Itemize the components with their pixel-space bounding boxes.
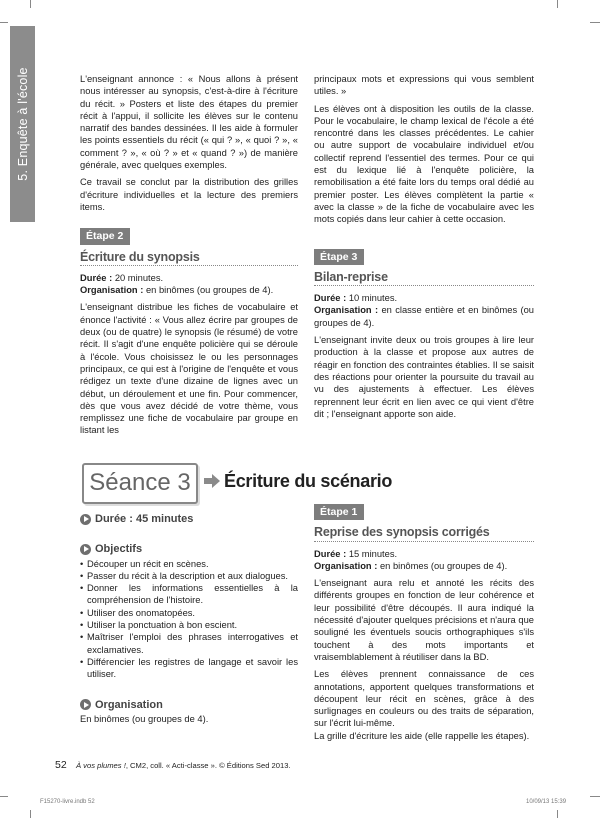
organisation-value: En binômes (ou groupes de 4). xyxy=(80,713,209,724)
seance-right-column xyxy=(314,504,534,747)
seance-left-column xyxy=(80,513,298,725)
list-item: • Utiliser la ponctuation à bon escient. xyxy=(80,619,298,631)
play-bullet-icon xyxy=(80,514,91,525)
organisation-value: en binômes (ou groupes de 4). xyxy=(145,285,274,296)
duree-value: 20 minutes. xyxy=(114,272,164,283)
etape-3-title: Bilan-reprise xyxy=(314,267,534,286)
book-title: À vos plumes ! xyxy=(76,761,126,770)
list-item: • Découper un récit en scènes. xyxy=(80,558,298,570)
paragraph: L'enseignant aura relu et annoté les récits des différents groupes en fonction de leur cohérence et leur possibilité d'être découpés. Il aura indiqué la nécessité d'ajouter quelques précisions et n'aura que souligné les éventuels soucis orthographiques s'ils touchent à des mots importants et vraisemblablement à réutiliser dans la BD. xyxy=(314,578,534,662)
seance-title: Écriture du scénario xyxy=(224,471,393,491)
organisation-label: Organisation : xyxy=(314,560,378,571)
crop-mark xyxy=(30,0,31,8)
seance-duree: Durée : 45 minutes xyxy=(95,513,194,525)
crop-mark xyxy=(30,810,31,818)
paragraph: L'enseignant distribue les fiches de vocabulaire et énonce l'activité : « Vous allez écrire par groupes de deux (ou de quatre) le synopsis (le résumé) de votre récit. Il s'agit d'une enquête policière qui se déroule à l'école. Vous choisissez le ou les personnages principaux, ce qui est à l'origine de l'enquête et vous rédigez un texte d'une dizaine de lignes avec un début, un déroulement et une fin. Pour commencer, dès que vous avez décidé de votre thème, vous remplissez une fiche de vocabulaire par groupe en listant les xyxy=(80,302,298,436)
organisation-label: Organisation : xyxy=(80,285,144,296)
etape-1-organisation xyxy=(314,560,534,572)
play-bullet-icon xyxy=(80,544,91,555)
duree-label: Durée : xyxy=(314,548,347,559)
objectifs-list xyxy=(80,558,298,681)
crop-mark xyxy=(590,796,600,797)
duree-label: Durée : xyxy=(314,293,347,304)
organisation-value: en classe entière et en binômes (ou groupes de 4). xyxy=(314,305,534,328)
crop-mark xyxy=(0,22,8,23)
etape-2-duree xyxy=(80,272,298,284)
page-number: 52 xyxy=(55,759,67,771)
list-item: • Différencier les registres de langage et savoir les utiliser. xyxy=(80,656,298,681)
etape-3-duree xyxy=(314,292,534,304)
crop-mark xyxy=(557,810,558,818)
crop-mark xyxy=(557,0,558,8)
seance-box xyxy=(82,463,198,504)
print-slug-date: 10/09/13 15:39 xyxy=(526,799,567,805)
paragraph: La grille d'écriture les aide (elle rappelle les étapes). xyxy=(314,730,530,741)
left-column-top xyxy=(80,73,298,442)
paragraph: L'enseignant annonce : « Nous allons à présent nous intéresser au synopsis, c'est-à-dire à l'écriture du récit. » Posters et liste des étapes du premier récit à l'appui, il sollicite les élèves sur le contenu narratif des bandes dessinées. Il les aide à formuler les points essentiels du récit (« qui ? », « quoi ? », « comment ? », « où ? » et « quand ? ») de manière générale, avec quelques exemples. xyxy=(80,74,298,171)
organisation-label: Organisation xyxy=(95,698,163,711)
crop-mark xyxy=(0,796,8,797)
list-item: • Utiliser des onomatopées. xyxy=(80,607,298,619)
footer-source xyxy=(76,761,291,770)
seance-label: Séance 3 xyxy=(89,469,191,496)
etape-2-organisation xyxy=(80,284,298,296)
objectifs-label: Objectifs xyxy=(95,543,143,556)
play-bullet-icon xyxy=(80,699,91,710)
arrow-right-icon xyxy=(203,473,221,489)
paragraph: Ce travail se conclut par la distribution des grilles d'écriture individuelles et la lecture des premiers items. xyxy=(80,177,298,212)
crop-mark xyxy=(590,22,600,23)
etape-3-badge: Étape 3 xyxy=(314,249,364,265)
paragraph: Les élèves ont à disposition les outils de la classe. Pour le vocabulaire, le champ lexical de l'école a été rencontré dans les classes précédentes. Le cahier ou autre support de vocabulaire individuel et/ou collectif reprend l'essentiel des termes. Pour ce qui est du lexique lié à l'enquête policière, la remobilisation a été faite lors du temps oral dédié au premier poster. Les élèves complètent la partie « avec la classe » de la fiche de vocabulaire avec les mots copiés dans leur cahier à cette occasion. xyxy=(314,103,534,225)
list-item: • Donner les informations essentielles à la compréhension de l'histoire. xyxy=(80,582,298,607)
duree-value: 10 minutes. xyxy=(348,293,398,304)
right-column-top xyxy=(314,73,534,425)
chapter-side-tab xyxy=(10,26,35,222)
paragraph: Les élèves prennent connaissance de ces annotations, apportent quelques transformations et découpent leur récit en scènes, grâce à des surlignages en couleurs ou des traits de séparation, sur l'écrit lui-même. xyxy=(314,669,534,729)
print-slug-file: F15270-livre.indb 52 xyxy=(40,799,95,805)
duree-heading xyxy=(80,513,298,525)
list-item: • Maîtriser l'emploi des phrases interrogatives et exclamatives. xyxy=(80,631,298,656)
etape-1-duree xyxy=(314,548,534,560)
list-item: • Passer du récit à la description et aux dialogues. xyxy=(80,570,298,582)
etape-2-title: Écriture du synopsis xyxy=(80,247,298,266)
duree-label: Durée : xyxy=(80,272,113,283)
objectifs-heading xyxy=(80,543,298,555)
organisation-value: en binômes (ou groupes de 4). xyxy=(379,560,508,571)
etape-2-badge: Étape 2 xyxy=(80,228,130,244)
etape-1-title: Reprise des synopsis corrigés xyxy=(314,522,534,541)
organisation-label: Organisation : xyxy=(314,305,379,316)
chapter-side-tab-label: 5. Enquête à l'école xyxy=(15,67,30,181)
organisation-heading xyxy=(80,699,298,711)
duree-value: 15 minutes. xyxy=(348,548,398,559)
etape-3-organisation xyxy=(314,304,534,329)
etape-1-badge: Étape 1 xyxy=(314,504,364,520)
source-details: , CM2, coll. « Acti-classe ». © Éditions Sed 2013. xyxy=(125,761,291,770)
paragraph: principaux mots et expressions qui vous semblent utiles. » xyxy=(314,74,534,97)
paragraph: L'enseignant invite deux ou trois groupes à lire leur production à la classe et propose aux autres de réagir en fonction des contraintes établies. Il se saisit des réactions pour orienter la poursuite du travail au vu des ajustements à effectuer. Les élèves reprennent leur écrit en lien avec ce qui vient d'être dit ; l'enseignant apporte son aide. xyxy=(314,335,534,419)
